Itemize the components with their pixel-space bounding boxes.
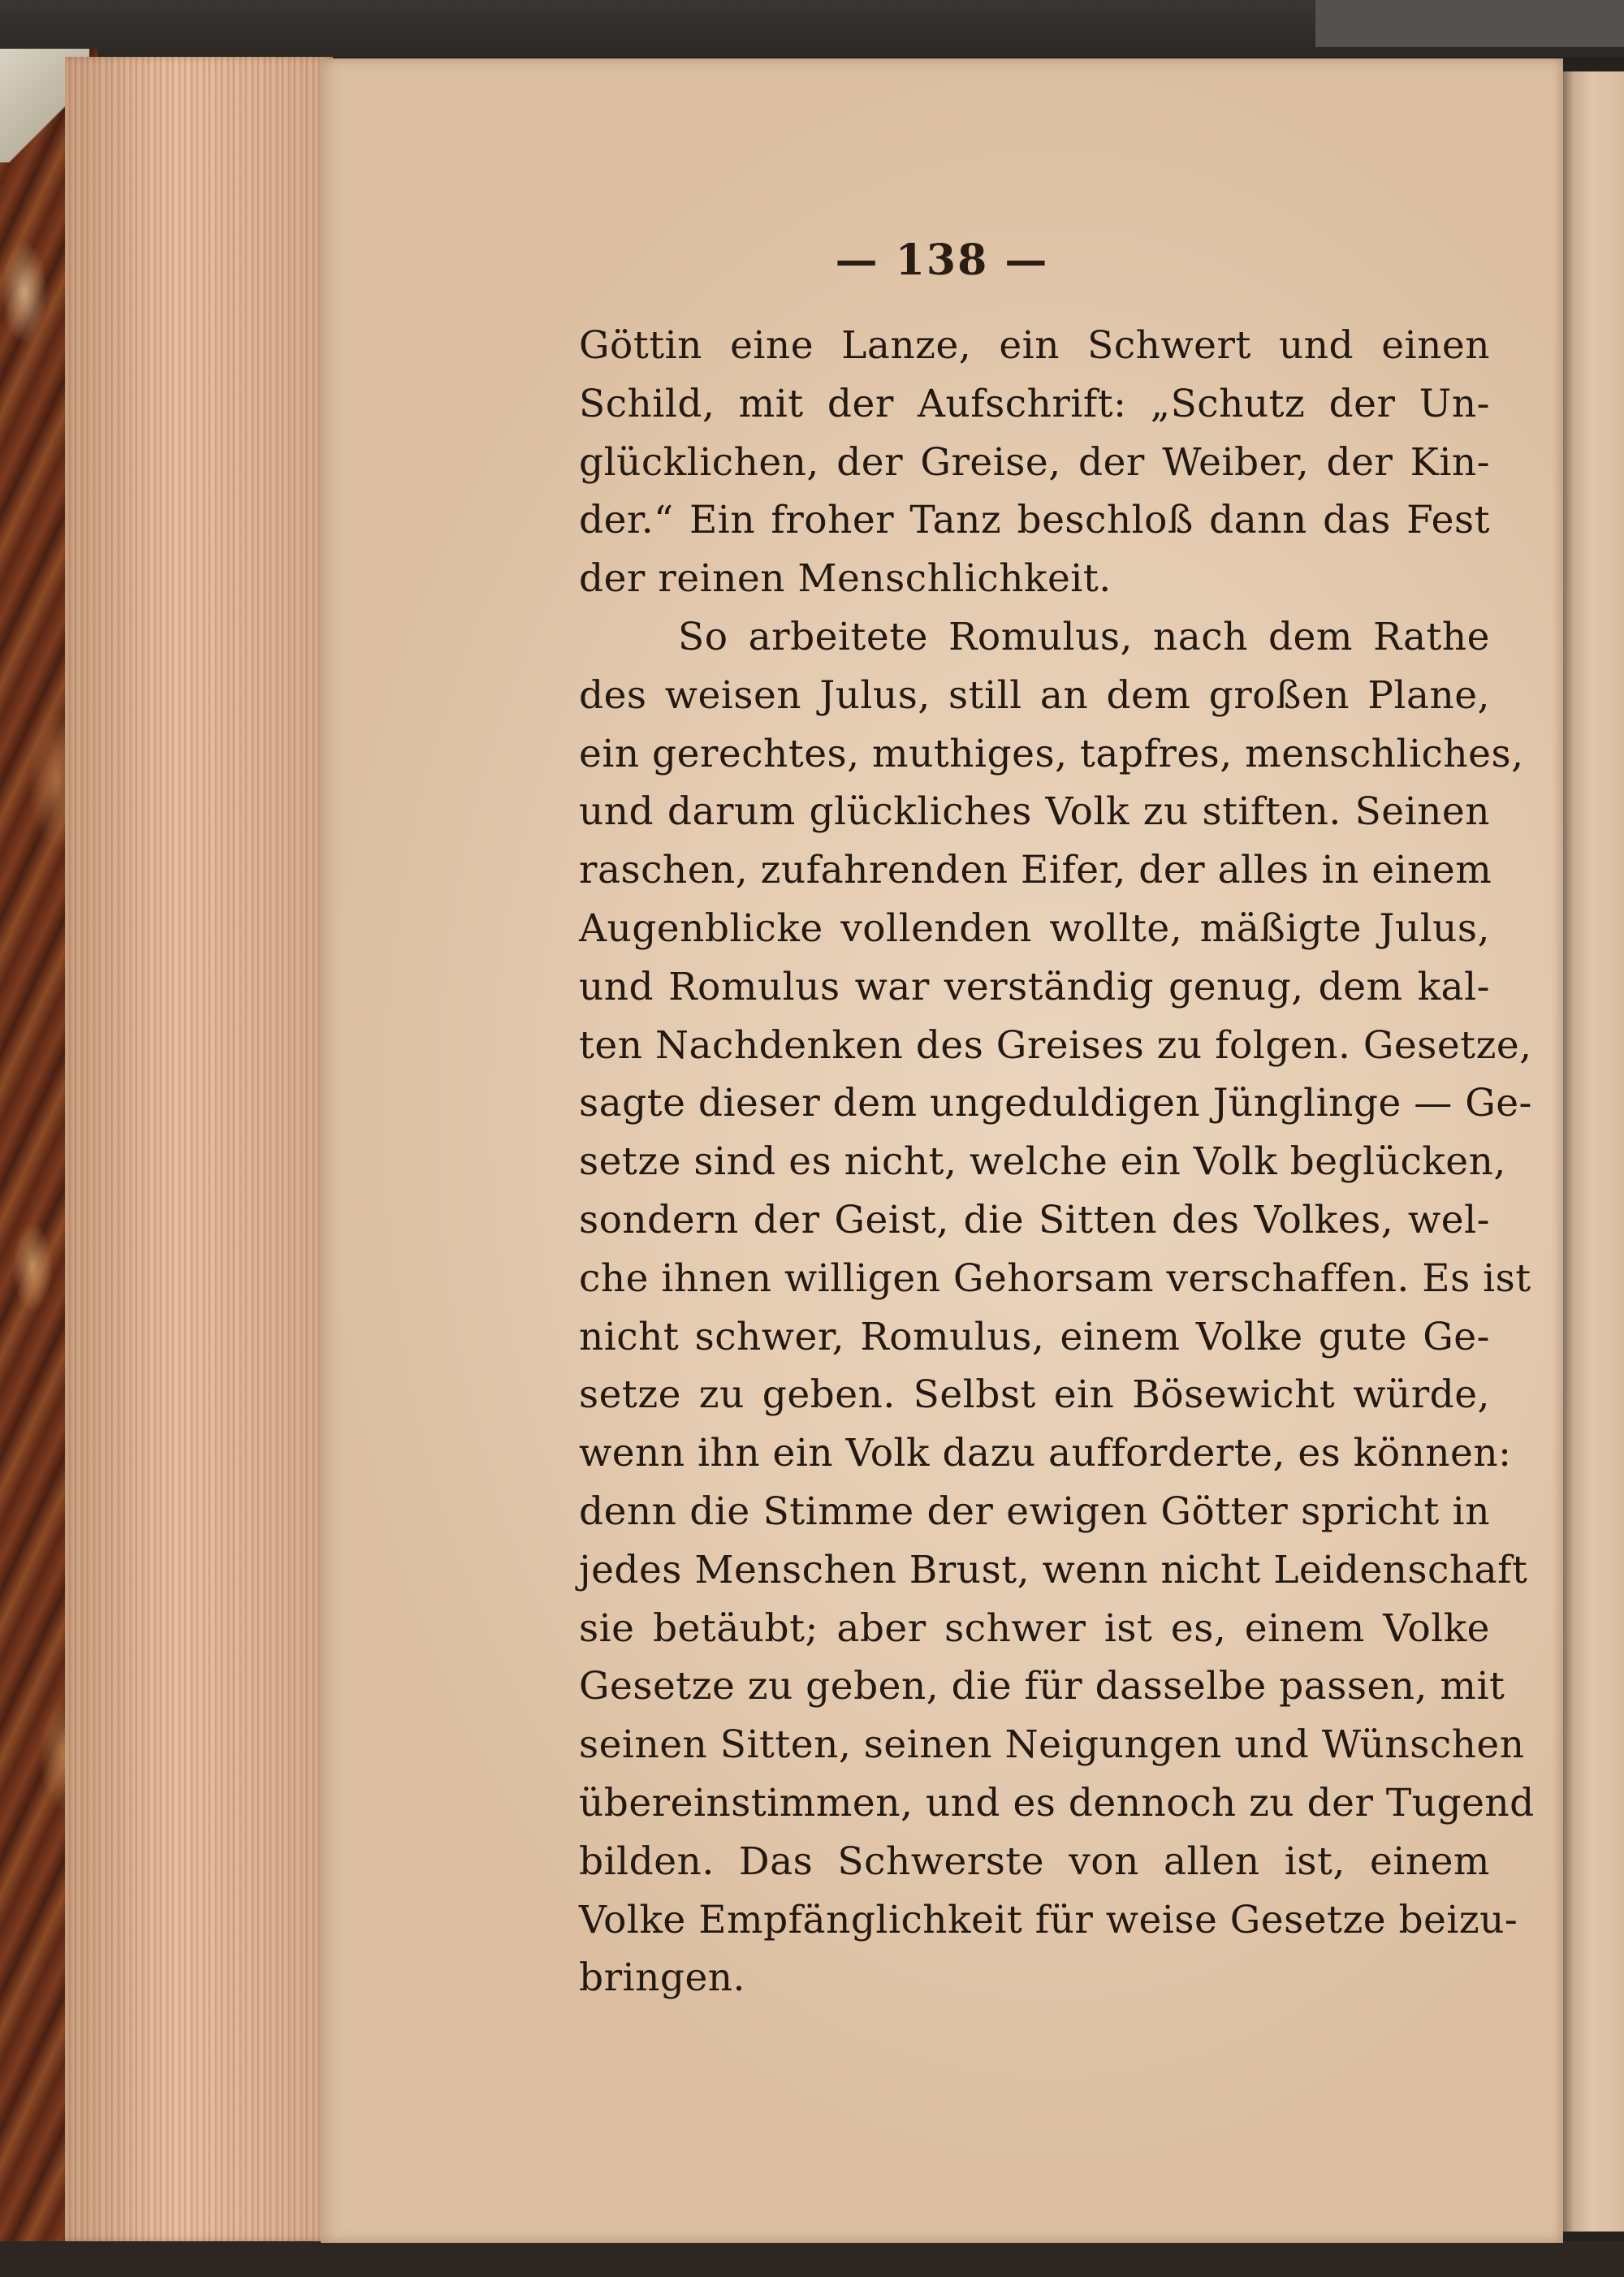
text-line: setze zu geben. Selbst ein Bösewicht würde, [579, 1372, 1490, 1418]
text-line: und Romulus war verständig genug, dem kal- [579, 964, 1490, 1009]
text-line: glücklichen, der Greise, der Weiber, der Kin- [579, 439, 1490, 485]
text-line: Augenblicke vollenden wollte, mäßigte Julus, [579, 905, 1490, 951]
text-line: Gesetze zu geben, die für dasselbe passen, mit [579, 1664, 1505, 1709]
text-line: wenn ihn ein Volk dazu aufforderte, es können: [579, 1431, 1512, 1476]
text-line: bilden. Das Schwerste von allen ist, einem [579, 1838, 1490, 1884]
text-line: des weisen Julus, still an dem großen Plane, [579, 672, 1490, 718]
text-line: sondern der Geist, die Sitten des Volkes, wel- [579, 1197, 1490, 1242]
text-line: der.“ Ein froher Tanz beschloß dann das Fest [579, 498, 1490, 543]
text-line: Göttin eine Lanze, ein Schwert und einen [579, 323, 1490, 368]
adjacent-page-edge [1559, 71, 1624, 2232]
text-line: der reinen Menschlichkeit. [579, 556, 1112, 602]
text-line: seinen Sitten, seinen Neigungen und Wünschen [579, 1722, 1525, 1768]
text-line: sie betäubt; aber schwer ist es, einem Volke [579, 1605, 1490, 1651]
scanner-edge [1315, 0, 1624, 47]
text-line: che ihnen willigen Gehorsam verschaffen. Es ist [579, 1255, 1531, 1301]
page-body-text [579, 317, 1535, 2007]
text-line: ten Nachdenken des Greises zu folgen. Gesetze, [579, 1022, 1532, 1068]
text-line: jedes Menschen Brust, wenn nicht Leidenschaft [579, 1547, 1528, 1592]
book-page [321, 58, 1563, 2243]
text-line: ein gerechtes, muthiges, tapfres, menschliches, [579, 731, 1524, 776]
text-line: setze sind es nicht, welche ein Volk beglücken, [579, 1139, 1506, 1185]
text-line: nicht schwer, Romulus, einem Volke gute Ge- [579, 1314, 1490, 1359]
page-edges-shade [65, 57, 333, 2241]
text-line: raschen, zufahrenden Eifer, der alles in einem [579, 848, 1492, 893]
text-line: sagte dieser dem ungeduldigen Jünglinge — Ge- [579, 1081, 1532, 1126]
text-line: übereinstimmen, und es dennoch zu der Tugend [579, 1780, 1535, 1825]
text-line: bringen. [579, 1955, 745, 2001]
text-line: denn die Stimme der ewigen Götter spricht in [579, 1488, 1490, 1534]
text-line: und darum glückliches Volk zu stiften. Seinen [579, 789, 1490, 835]
page-number: — 138 — [835, 235, 1049, 285]
text-line: So arbeitete Romulus, nach dem Rathe [678, 614, 1490, 659]
bottom-background [0, 2241, 1624, 2277]
text-line: Schild, mit der Aufschrift: „Schutz der Un- [579, 381, 1490, 426]
text-line: Volke Empfänglichkeit für weise Gesetze beizu- [579, 1897, 1518, 1942]
